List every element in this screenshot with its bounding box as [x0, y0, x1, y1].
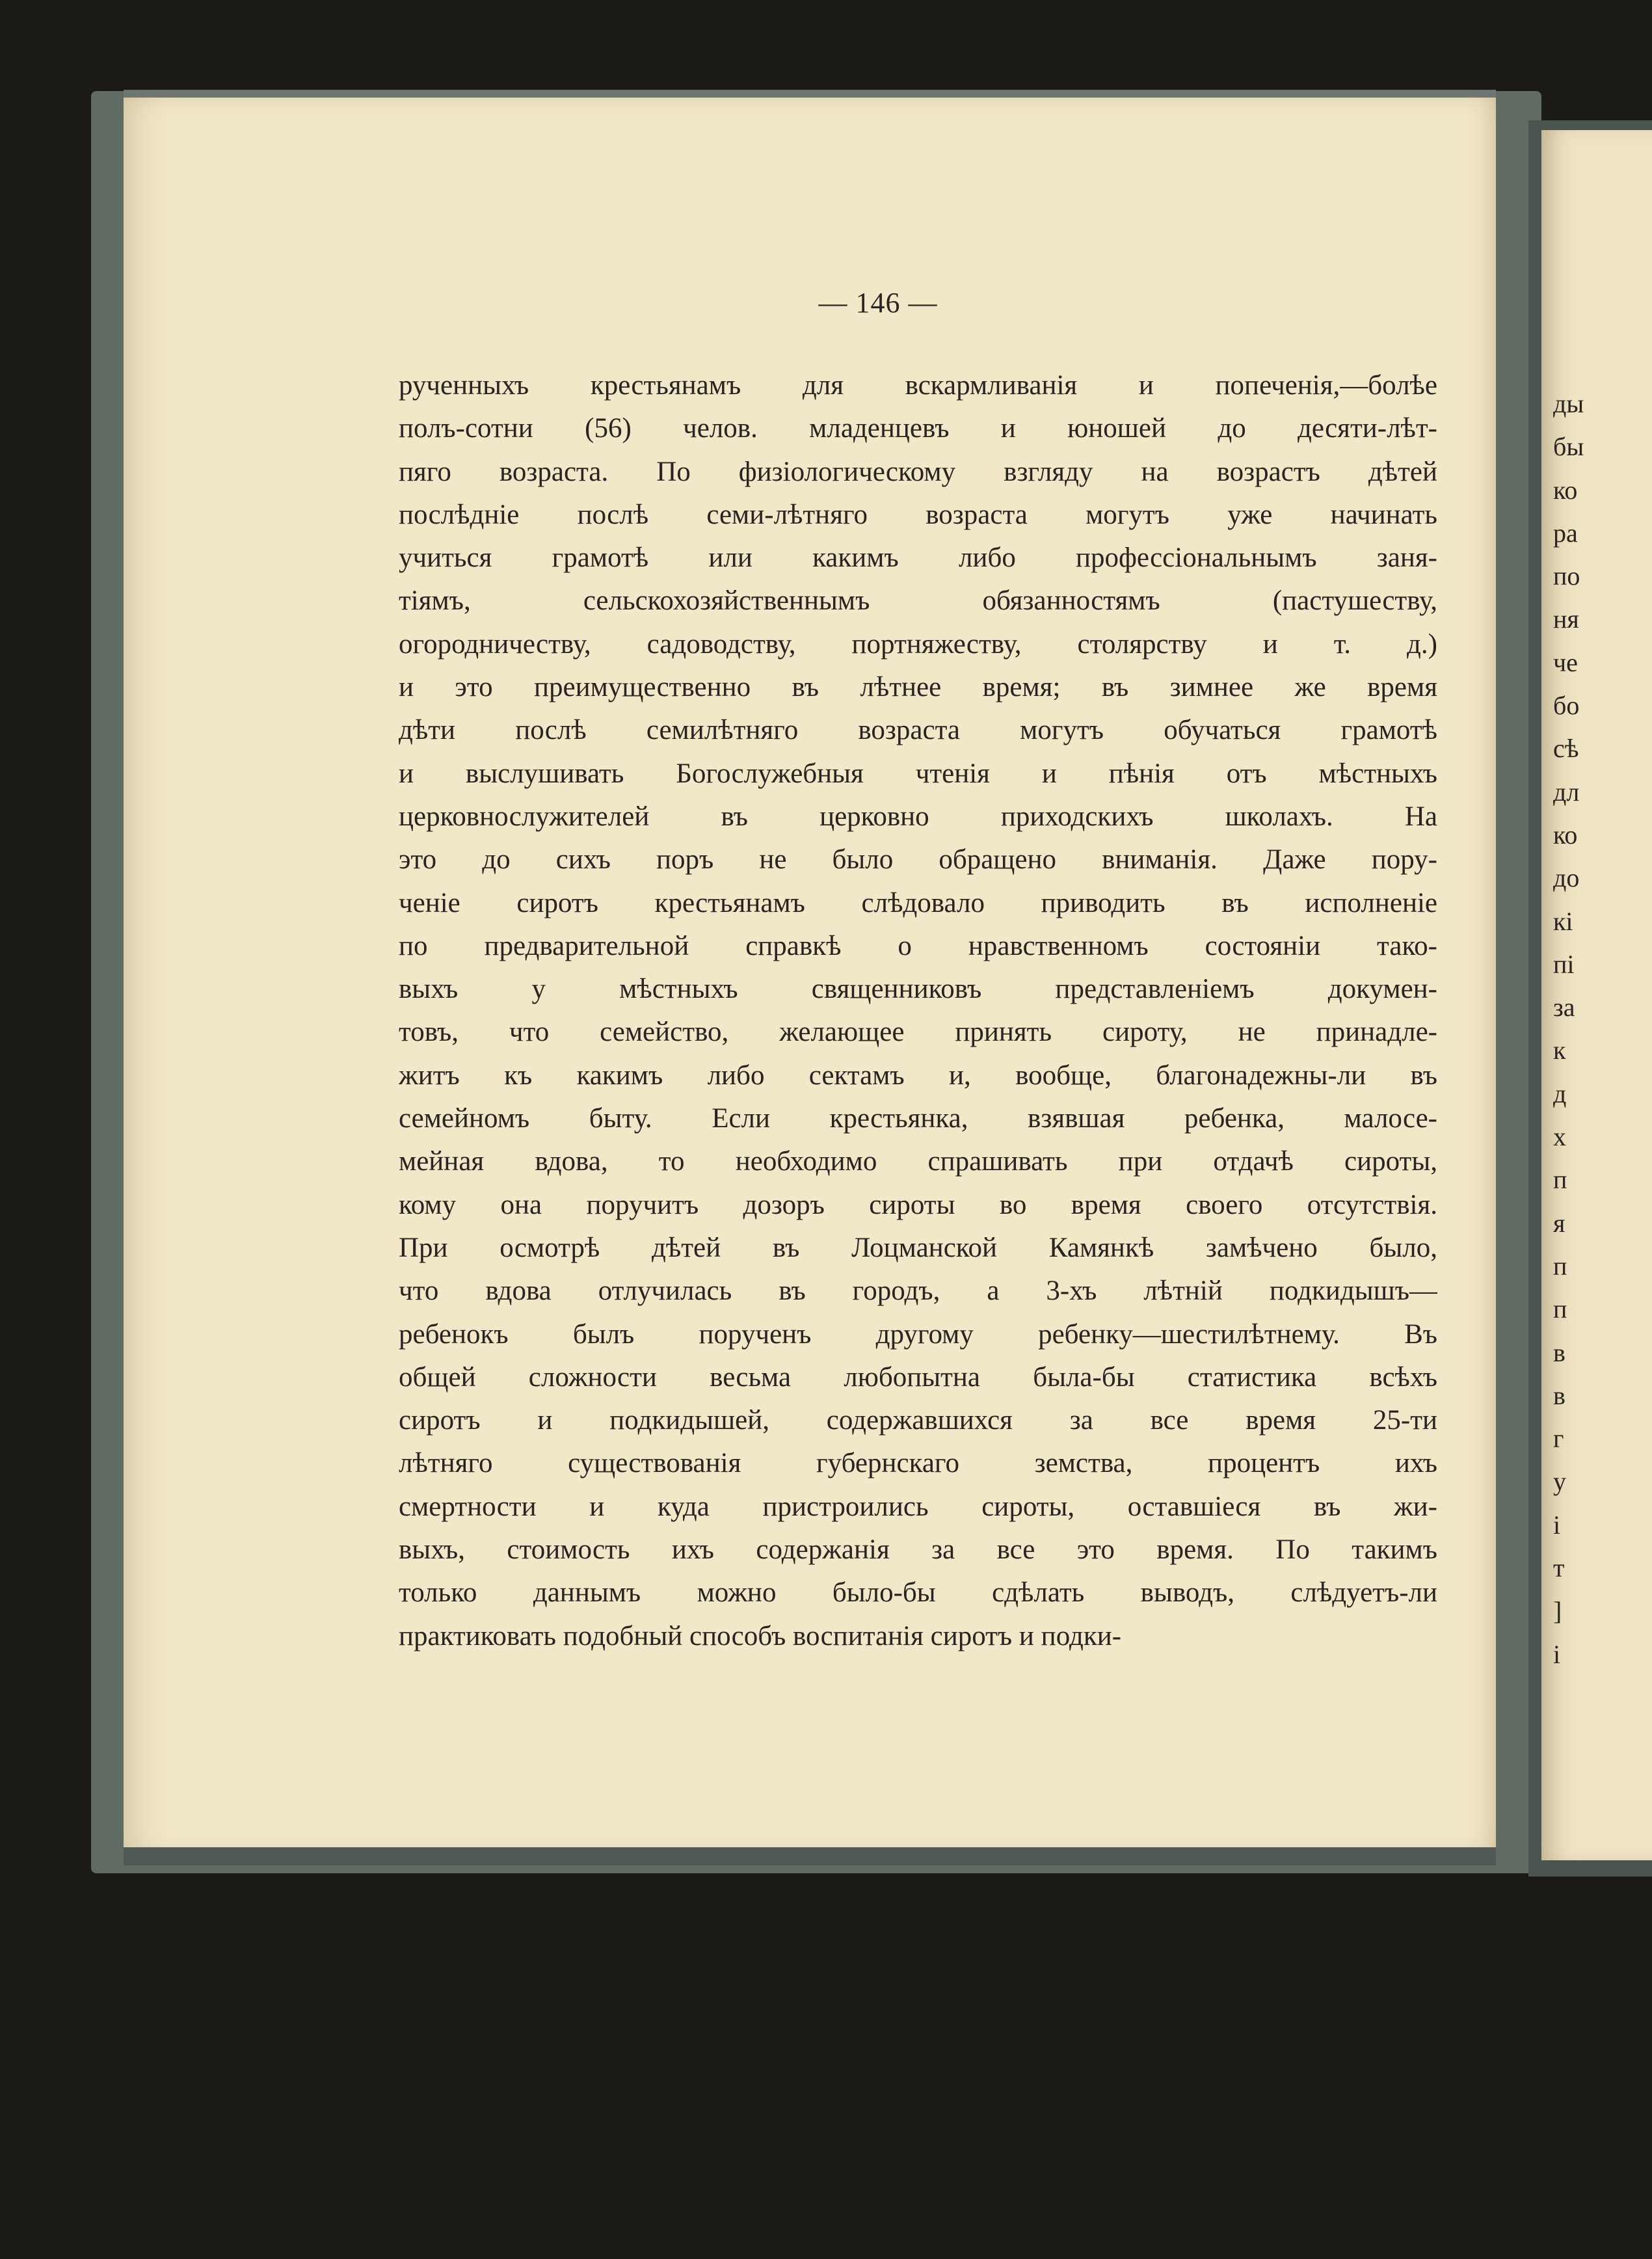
- text-line: рученныхъ крестьянамъ для вскармливанія и попеченія,—болѣе: [399, 370, 1437, 401]
- text-line: церковнослужителей въ церковно приходскихъ школахъ. На: [399, 801, 1437, 832]
- text-line: При осмотрѣ дѣтей въ Лоцманской Камянкѣ замѣчено было,: [399, 1232, 1437, 1263]
- adjacent-text-fragment: бо: [1553, 691, 1580, 721]
- text-line: по предварительной справкѣ о нравственномъ состояніи тако-: [399, 930, 1437, 961]
- text-line: полъ-сотни (56) челов. младенцевъ и юношей до десяти-лѣт-: [399, 413, 1437, 444]
- text-line: дѣти послѣ семилѣтняго возраста могутъ обучаться грамотѣ: [399, 715, 1437, 746]
- text-line: выхъ у мѣстныхъ священниковъ представленіемъ докумен-: [399, 974, 1437, 1005]
- text-line: кому она поручитъ дозоръ сироты во время своего отсутствія.: [399, 1189, 1437, 1220]
- text-line: семейномъ быту. Если крестьянка, взявшая ребенка, малосе-: [399, 1103, 1437, 1134]
- text-line: сиротъ и подкидышей, содержавшихся за все время 25-ти: [399, 1405, 1437, 1436]
- page-number: — 146 —: [818, 287, 938, 319]
- text-line: что вдова отлучилась въ городъ, а 3-хъ лѣтній подкидышъ—: [399, 1276, 1437, 1307]
- text-line: это до сихъ поръ не было обращено вниманія. Даже пору-: [399, 844, 1437, 876]
- text-line: мейная вдова, то необходимо спрашивать при отдачѣ сироты,: [399, 1146, 1437, 1177]
- adjacent-text-fragment: ра: [1553, 518, 1578, 548]
- adjacent-text-fragment: сѣ: [1553, 734, 1579, 764]
- adjacent-text-fragment: д: [1553, 1078, 1567, 1108]
- text-line: тіямъ, сельскохозяйственнымъ обязанностямъ (пастушеству,: [399, 585, 1437, 617]
- text-line: практиковать подобный способъ воспитанія сиротъ и подки-: [399, 1620, 1122, 1651]
- adjacent-text-fragment: кі: [1553, 906, 1573, 936]
- adjacent-text-fragment: до: [1553, 863, 1580, 893]
- text-line: послѣдніе послѣ семи-лѣтняго возраста могутъ уже начинать: [399, 499, 1437, 530]
- adjacent-text-fragment: х: [1553, 1122, 1566, 1152]
- page-body-text: [399, 364, 1437, 1658]
- adjacent-text-fragment: пі: [1553, 949, 1575, 979]
- adjacent-text-fragment: дл: [1553, 777, 1580, 807]
- adjacent-text-fragment: бы: [1553, 432, 1584, 462]
- adjacent-text-fragment: у: [1553, 1467, 1566, 1497]
- text-line: огородничеству, садоводству, портняжеству, столярству и т. д.): [399, 628, 1437, 660]
- adjacent-text-fragment: п: [1553, 1294, 1567, 1324]
- adjacent-text-fragment: в: [1553, 1380, 1565, 1410]
- adjacent-text-fragment: т: [1553, 1553, 1565, 1583]
- adjacent-text-fragment: по: [1553, 561, 1580, 591]
- text-line: товъ, что семейство, желающее принять сироту, не принадле-: [399, 1017, 1437, 1048]
- adjacent-text-fragment: п: [1553, 1251, 1567, 1281]
- adjacent-text-fragment: че: [1553, 647, 1578, 677]
- text-line: лѣтняго существованія губернскаго земства, процентъ ихъ: [399, 1448, 1437, 1479]
- text-line: общей сложности весьма любопытна была-бы статистика всѣхъ: [399, 1361, 1437, 1393]
- adjacent-text-fragment: в: [1553, 1337, 1565, 1367]
- text-line: и выслушивать Богослужебныя чтенія и пѣнія отъ мѣстныхъ: [399, 758, 1437, 789]
- adjacent-page-text: [1553, 382, 1651, 1676]
- text-line: ченіе сиротъ крестьянамъ слѣдовало приводить въ исполненіе: [399, 887, 1437, 918]
- text-line: пяго возраста. По физіологическому взгляду на возрастъ дѣтей: [399, 456, 1437, 487]
- adjacent-text-fragment: і: [1553, 1510, 1561, 1540]
- adjacent-text-fragment: ды: [1553, 389, 1584, 418]
- text-line: только даннымъ можно было-бы сдѣлать выводъ, слѣдуетъ-ли: [399, 1577, 1437, 1609]
- text-line: смертности и куда пристроились сироты, оставшіеся въ жи-: [399, 1491, 1437, 1522]
- adjacent-text-fragment: я: [1553, 1208, 1565, 1238]
- text-line: житъ къ какимъ либо сектамъ и, вообще, благонадежны-ли въ: [399, 1060, 1437, 1091]
- text-line: и это преимущественно въ лѣтнее время; въ зимнее же время: [399, 672, 1437, 703]
- text-line: выхъ, стоимость ихъ содержанія за все это время. По такимъ: [399, 1534, 1437, 1566]
- adjacent-text-fragment: к: [1553, 1036, 1566, 1065]
- adjacent-text-fragment: за: [1553, 993, 1575, 1023]
- adjacent-text-fragment: ня: [1553, 604, 1579, 634]
- adjacent-text-fragment: ко: [1553, 475, 1578, 505]
- adjacent-text-fragment: ко: [1553, 820, 1578, 849]
- adjacent-text-fragment: г: [1553, 1424, 1564, 1454]
- adjacent-text-fragment: п: [1553, 1165, 1567, 1195]
- text-line: учиться грамотѣ или какимъ либо профессіональнымъ заня-: [399, 542, 1437, 574]
- adjacent-text-fragment: і: [1553, 1639, 1561, 1669]
- adjacent-text-fragment: ]: [1553, 1596, 1562, 1626]
- page-bottom-edge: [124, 1847, 1496, 1865]
- text-line: ребенокъ былъ порученъ другому ребенку—шестилѣтнему. Въ: [399, 1318, 1437, 1350]
